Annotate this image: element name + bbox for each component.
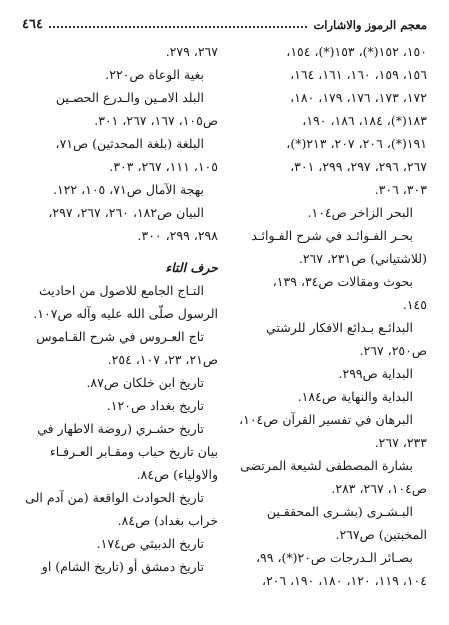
index-entry-line: تاريخ حشـري (روضة الاطهار في bbox=[37, 421, 204, 436]
index-entry-line: بشارة المصطفى لشيعة المرتضى bbox=[240, 458, 413, 473]
index-entry-line: ٢٦٧، ٢٧٩. bbox=[165, 44, 218, 59]
index-entry-line: بحوث ومقالات ص٣٤، ١٣٩، bbox=[272, 274, 413, 289]
index-column-right bbox=[227, 40, 427, 625]
header-dotted-leader bbox=[49, 25, 308, 28]
index-entry-line: بيان تاريخ حباب ومقـابر العـرفـاء bbox=[49, 444, 218, 459]
index-entry-line: الرسول صلّى الله عليه وآله ص١٠٧. bbox=[33, 306, 218, 321]
index-entry-line: بصـائر الـدرجات ص٢٠(*)، ٩٩، bbox=[255, 550, 413, 565]
index-entry-line: والاولياء) ص٨٤. bbox=[136, 467, 218, 482]
index-entry-line: بحـر الفـوائـد في شرح الفـوائـد bbox=[251, 228, 413, 243]
index-entry-line: تاج العـروس في شرح القـاموس bbox=[36, 329, 204, 344]
page-number: ٤٦٤ bbox=[22, 17, 43, 32]
index-entry-line: ص١٠٤، ٢٦٧، ٢٨٣. bbox=[331, 481, 427, 496]
index-entry-line: البلغة (بلغة المحدثين) ص٧١، bbox=[55, 136, 204, 151]
index-entry-line: تاريخ بغداد ص١٢٠. bbox=[106, 398, 204, 413]
index-entry-line: ١٥٦، ١٥٩، ١٦٠، ١٦١، ١٦٤، bbox=[290, 67, 427, 82]
index-entry-line: ١٠٥، ١١١، ٢٦٧، ٣٠٣. bbox=[109, 159, 218, 174]
index-entry-line: ٢٣٣، ٢٦٧. bbox=[374, 435, 427, 450]
page-header bbox=[22, 14, 427, 32]
index-entry-line: البدائـع بـدائع الافكار للرشتي bbox=[266, 320, 413, 335]
index-entry-line: البلد الامـين والـدرع الحصـين bbox=[55, 90, 204, 105]
index-entry-line: التـاج الجامع للاصول من احاديث bbox=[39, 283, 204, 298]
index-entry-line: البحر الزاخر ص١٠٤. bbox=[307, 205, 413, 220]
index-column-left bbox=[22, 40, 218, 625]
index-entry-line: البرهان في تفسير القرآن ص١٠٤، bbox=[239, 412, 413, 427]
index-entry-line: بهجة الآمال ص٧١، ١٠٥، ١٢٢. bbox=[52, 182, 204, 197]
index-entry-line: ص٢١، ٢٣، ١٠٧، ٢٥٤. bbox=[107, 352, 218, 367]
index-entry-line: تاريخ الدبيثي ص١٧٤. bbox=[96, 536, 204, 551]
index-entry-line: بغية الوعاة ص٢٢٠. bbox=[105, 67, 204, 82]
index-entry-line: (للاشتياني) ص٢٣١، ٢٦٧. bbox=[298, 251, 427, 266]
index-entry-line: ص٢٥٠، ٢٦٧. bbox=[359, 343, 427, 358]
index-entry-line: البداية ص٢٩٩. bbox=[338, 366, 413, 381]
index-entry-line: خراب بغداد) ص٨٤. bbox=[117, 513, 218, 528]
section-gap bbox=[22, 247, 218, 253]
index-entry-line: البيان ص١٨٢، ٢٦٠، ٢٦٧، ٢٩٧، bbox=[48, 205, 204, 220]
index-entry-line: ١٤٥. bbox=[402, 297, 427, 312]
index-entry-line: ١٠٤، ١١٩، ١٢٠، ١٨٠، ١٩٠، ٢٠٦، bbox=[261, 573, 427, 588]
running-title: معجم الرموز والاشارات bbox=[313, 18, 427, 32]
index-entry-line: ١٩١(*)، ٢٠٦، ٢٠٧، ٢١٣(*)، bbox=[286, 136, 427, 151]
index-entry-line: تاريخ دمشق أو (تاريخ الشام) او bbox=[41, 559, 204, 574]
index-entry-line: ١٧٢، ١٧٣، ١٧٦، ١٧٩، ١٨٠، bbox=[290, 90, 427, 105]
index-entry-line: ١٥٠، ١٥٢(*)، ١٥٣(*)، ١٥٤، bbox=[286, 44, 427, 59]
index-entry-line: ٣٠٣، ٣٠٦. bbox=[374, 182, 427, 197]
index-entry-line: البـشـرى (بشـرى المحققـين bbox=[266, 504, 413, 519]
index-entry-line: البداية والنهاية ص١٨٤. bbox=[297, 389, 413, 404]
index-entry-line: ١٨٣(*)، ١٨٤، ١٨٦، ١٩٠، bbox=[302, 113, 427, 128]
index-entry-line: تاريخ ابن خلكان ص٨٧. bbox=[86, 375, 204, 390]
index-entry-line: المخبتين) ص٢٦٧. bbox=[335, 527, 427, 542]
section-heading: حرف التاء bbox=[165, 260, 218, 275]
index-entry-line: ٢٦٧، ٢٩٦، ٢٩٧، ٢٩٩، ٣٠١، bbox=[290, 159, 427, 174]
index-entry-line: تاريخ الحوادث الواقعة (من آدم الى bbox=[25, 490, 204, 505]
index-entry-line: ٢٩٨، ٢٩٩، ٣٠٠. bbox=[137, 228, 218, 243]
index-entry-line: ص١٠٥، ١٦٧، ٢٦٧، ٣٠١. bbox=[94, 113, 218, 128]
